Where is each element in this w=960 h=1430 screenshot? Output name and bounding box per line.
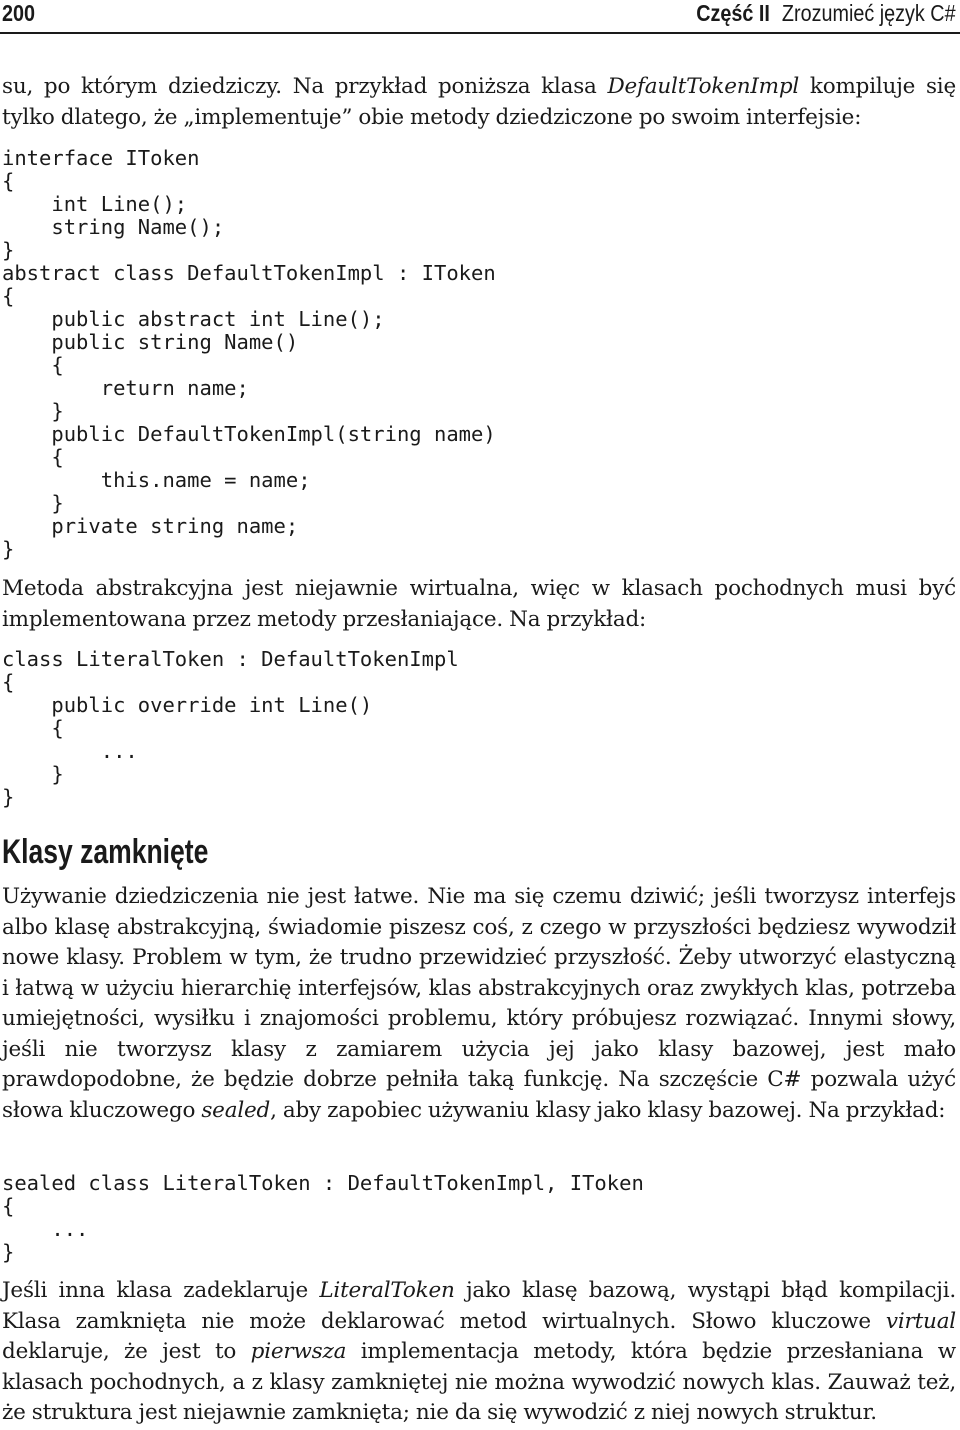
text-span: , aby zapobiec używaniu klasy jako klasy bazowej. Na przykład: bbox=[270, 1097, 946, 1123]
running-header bbox=[0, 0, 960, 34]
paragraph-intro bbox=[2, 72, 956, 133]
code-listing-sealed: sealed class LiteralToken : DefaultTokenImpl, IToken { ... } bbox=[2, 1171, 644, 1264]
paragraph-sealed-explanation bbox=[2, 1276, 956, 1429]
paragraph-abstract-method: Metoda abstrakcyjna jest niejawnie wirtualna, więc w klasach pochodnych musi być implementowana przez metody przesłaniające. Na przykład: bbox=[2, 576, 956, 632]
code-listing-itoken: interface IToken { int Line(); string Name(); } abstract class DefaultTokenImpl : IToken { public abstract int Line(); public string Name() { return name; } public DefaultTokenImpl(string name) { this.name = name; } private string name; } bbox=[2, 146, 496, 561]
italic-term: pierwsza bbox=[250, 1339, 347, 1364]
italic-term: virtual bbox=[885, 1308, 956, 1334]
text-span: deklaruje, że jest to bbox=[2, 1339, 251, 1364]
code-listing-literaltoken: class LiteralToken : DefaultTokenImpl { public override int Line() { ... } } bbox=[2, 647, 459, 809]
running-title bbox=[697, 0, 956, 27]
text-span: su, po którym dziedziczy. Na przykład poniższa klasa bbox=[2, 74, 608, 99]
italic-term: LiteralToken bbox=[319, 1278, 455, 1303]
text-span: jako klasę bazową, wystąpi błąd kompilacji. Klasa zamknięta nie może deklarować metod wirtualnych. Słowo kluczowe bbox=[2, 1278, 956, 1334]
page-number: 200 bbox=[2, 0, 36, 26]
text-span: kompiluje się tylko dlatego, że „implementuje” obie metody dziedziczone po swoim interfejsie: bbox=[2, 74, 956, 130]
text-span: Jeśli inna klasa zadeklaruje bbox=[2, 1278, 320, 1303]
section-heading: Klasy zamknięte bbox=[2, 833, 209, 871]
paragraph-sealed-classes bbox=[2, 882, 956, 1126]
italic-term: sealed bbox=[201, 1097, 271, 1123]
italic-term: DefaultTokenImpl bbox=[607, 74, 800, 99]
chapter-title: Zrozumieć język C# bbox=[782, 0, 956, 26]
part-title: Część II bbox=[696, 0, 771, 26]
text-span: Używanie dziedziczenia nie jest łatwe. Nie ma się czemu dziwić; jeśli tworzysz interfejs albo klasę abstrakcyjną, świadomie piszesz coś, z czego w przyszłości będziesz wywodził nowe klasy. Problem w tym, że trudno przewidzieć przyszłość. Żeby utworzyć elastyczną i łatwą w użyciu hierarchię interfejsów, klas abstrakcyjnych oraz zwykłych klas, potrzeba umiejętności, wysiłku i znajomości problemu, który próbujesz rozwiązać. Innymi słowy, jeśli nie tworzysz klasy z zamiarem użycia jej jako klasy bazowej, jest mało prawdopodobne, że będzie dobrze pełniła taką funkcję. Na szczęście C# pozwala użyć słowa kluczowego bbox=[2, 884, 956, 1123]
text-span: implementacja metody, która będzie przesłaniana w klasach pochodnych, a z klasy zamkniętej nie można wywodzić nowych klas. Zauważ też, że struktura jest niejawnie zamknięta; nie da się wywodzić z niej nowych struktur. bbox=[2, 1339, 956, 1425]
header-rule bbox=[0, 32, 960, 34]
